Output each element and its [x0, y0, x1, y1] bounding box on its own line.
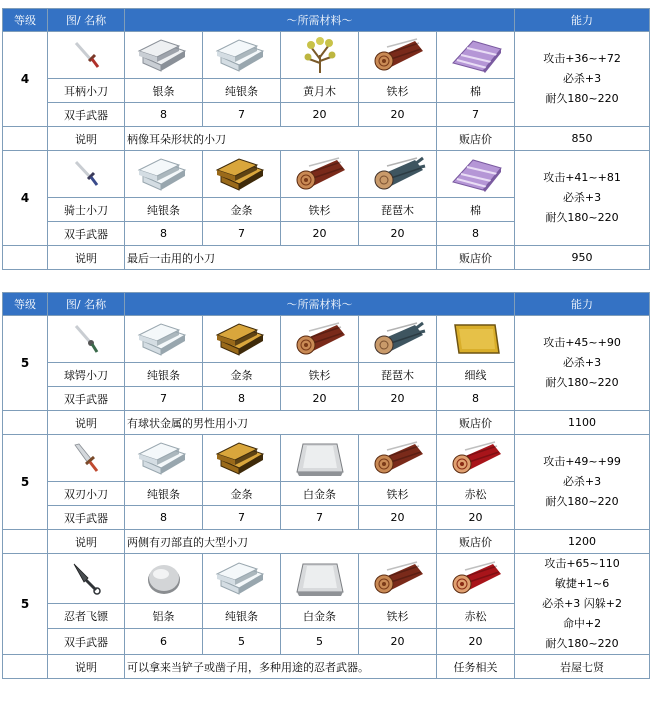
material-name: 纯银条	[203, 603, 281, 629]
header-materials: ～所需材料～	[125, 9, 515, 32]
cotton-cloth-icon	[437, 35, 514, 75]
material-image	[281, 435, 359, 482]
level-cell: 5	[3, 316, 48, 411]
iron-fir-log-icon	[281, 154, 358, 194]
weapon-name: 忍者飞镖	[48, 603, 125, 629]
weapon-type: 双手武器	[48, 387, 125, 411]
ability-cell	[515, 554, 650, 655]
material-name: 白金条	[281, 482, 359, 506]
price-value: 1200	[515, 530, 650, 554]
price-label: 任务相关	[437, 655, 515, 679]
ability-line: 耐久180~220	[545, 637, 619, 650]
material-name: 棉	[437, 79, 515, 103]
material-name: 铁杉	[359, 603, 437, 629]
header-name: 图/ 名称	[48, 293, 125, 316]
weapon-image	[48, 151, 125, 198]
material-image	[359, 554, 437, 604]
material-quantity: 20	[437, 506, 515, 530]
material-image	[281, 316, 359, 363]
price-label: 贩店价	[437, 127, 515, 151]
material-name: 铁杉	[359, 482, 437, 506]
weapon-image	[48, 32, 125, 79]
recipe-description-row	[3, 246, 650, 270]
weapon-image	[48, 554, 125, 604]
material-image	[281, 554, 359, 604]
material-image	[281, 151, 359, 198]
red-pine-log-icon	[437, 558, 514, 598]
material-quantity: 7	[203, 103, 281, 127]
ability-line: 攻击+36~+72	[543, 52, 621, 65]
header-level: 等级	[3, 293, 48, 316]
aluminum-bar-icon	[125, 558, 202, 598]
material-image	[359, 435, 437, 482]
yellow-moon-wood-icon	[281, 35, 358, 75]
material-name: 黄月木	[281, 79, 359, 103]
material-image	[203, 316, 281, 363]
material-quantity: 7	[203, 222, 281, 246]
material-image	[437, 554, 515, 604]
material-image	[437, 32, 515, 79]
level-cell: 4	[3, 151, 48, 246]
material-quantity: 7	[125, 387, 203, 411]
weapon-type: 双手武器	[48, 103, 125, 127]
blank-cell	[3, 246, 48, 270]
ability-line: 必杀+3	[562, 356, 602, 369]
level-cell: 5	[3, 435, 48, 530]
recipe-description-row	[3, 655, 650, 679]
material-name: 细线	[437, 363, 515, 387]
level-cell: 5	[3, 554, 48, 655]
material-image	[203, 435, 281, 482]
material-name: 银条	[125, 79, 203, 103]
ability-line: 耐久180~220	[545, 92, 619, 105]
recipe-description-row	[3, 411, 650, 435]
material-quantity: 20	[281, 387, 359, 411]
material-image	[437, 435, 515, 482]
pure-silver-bar-icon	[203, 558, 280, 598]
material-quantity: 6	[125, 629, 203, 655]
header-row	[3, 9, 650, 32]
price-label: 贩店价	[437, 530, 515, 554]
header-materials: ～所需材料～	[125, 293, 515, 316]
gold-bar-icon	[203, 438, 280, 478]
weapon-type: 双手武器	[48, 629, 125, 655]
weapon-name: 球锷小刀	[48, 363, 125, 387]
pure-silver-bar-icon	[125, 438, 202, 478]
ability-line: 必杀+3	[562, 72, 602, 85]
ability-line: 必杀+3	[562, 475, 602, 488]
weapon-name: 耳柄小刀	[48, 79, 125, 103]
material-quantity: 20	[281, 103, 359, 127]
description-text: 最后一击用的小刀	[125, 246, 437, 270]
material-image	[125, 32, 203, 79]
material-name: 琵琶木	[359, 198, 437, 222]
recipe-image-row	[3, 32, 650, 79]
header-ability: 能力	[515, 293, 650, 316]
recipe-table	[2, 292, 650, 679]
material-name: 铁杉	[281, 363, 359, 387]
material-quantity: 20	[359, 629, 437, 655]
recipe-description-row	[3, 530, 650, 554]
material-quantity: 8	[437, 222, 515, 246]
material-quantity: 20	[359, 222, 437, 246]
pure-silver-bar-icon	[125, 319, 202, 359]
iron-fir-log-icon	[359, 558, 436, 598]
material-name: 琵琶木	[359, 363, 437, 387]
description-label: 说明	[48, 127, 125, 151]
iron-fir-log-icon	[359, 438, 436, 478]
ability-line: 耐久180~220	[545, 495, 619, 508]
material-image	[281, 32, 359, 79]
ability-line: 攻击+49~+99	[543, 455, 621, 468]
description-label: 说明	[48, 530, 125, 554]
weapon-image	[48, 435, 125, 482]
knight-knife-icon	[48, 156, 124, 192]
recipe-image-row	[3, 151, 650, 198]
weapon-type: 双手武器	[48, 222, 125, 246]
header-ability: 能力	[515, 9, 650, 32]
material-image	[359, 151, 437, 198]
ability-cell	[515, 32, 650, 127]
pure-silver-bar-icon	[125, 154, 202, 194]
iron-fir-log-icon	[281, 319, 358, 359]
price-value: 岩屋七贤	[515, 655, 650, 679]
material-image	[359, 32, 437, 79]
ability-line: 命中+2	[562, 617, 602, 630]
material-name: 纯银条	[125, 363, 203, 387]
ability-line: 必杀+3 闪躲+2	[542, 597, 623, 610]
ability-line: 攻击+65~110	[544, 557, 620, 570]
header-name: 图/ 名称	[48, 9, 125, 32]
ability-line: 攻击+45~+90	[543, 336, 621, 349]
material-name: 纯银条	[125, 198, 203, 222]
material-image	[437, 316, 515, 363]
ability-line: 必杀+3	[562, 191, 602, 204]
material-image	[437, 151, 515, 198]
material-image	[203, 554, 281, 604]
material-name: 白金条	[281, 603, 359, 629]
material-image	[125, 435, 203, 482]
weapon-name: 骑士小刀	[48, 198, 125, 222]
material-quantity: 8	[125, 506, 203, 530]
iron-fir-log-icon	[359, 35, 436, 75]
weapon-image	[48, 316, 125, 363]
material-image	[359, 316, 437, 363]
pipa-wood-log-icon	[359, 319, 436, 359]
description-label: 说明	[48, 411, 125, 435]
description-text: 两侧有刃部直的大型小刀	[125, 530, 437, 554]
platinum-bar-icon	[281, 438, 358, 478]
header-row	[3, 293, 650, 316]
pure-silver-bar-icon	[203, 35, 280, 75]
price-label: 贩店价	[437, 411, 515, 435]
price-value: 850	[515, 127, 650, 151]
material-quantity: 7	[281, 506, 359, 530]
ability-cell	[515, 435, 650, 530]
material-quantity: 20	[281, 222, 359, 246]
weapon-type: 双手武器	[48, 506, 125, 530]
silver-bar-icon	[125, 35, 202, 75]
pipa-wood-log-icon	[359, 154, 436, 194]
red-pine-log-icon	[437, 438, 514, 478]
material-quantity: 7	[203, 506, 281, 530]
material-name: 金条	[203, 198, 281, 222]
header-level: 等级	[3, 9, 48, 32]
material-image	[125, 151, 203, 198]
material-name: 棉	[437, 198, 515, 222]
material-quantity: 20	[437, 629, 515, 655]
description-text: 有球状金属的男性用小刀	[125, 411, 437, 435]
material-name: 铁杉	[359, 79, 437, 103]
platinum-bar-icon	[281, 558, 358, 598]
material-image	[125, 316, 203, 363]
material-quantity: 20	[359, 103, 437, 127]
recipe-image-row	[3, 435, 650, 482]
material-quantity: 8	[437, 387, 515, 411]
blank-cell	[3, 655, 48, 679]
description-text: 可以拿来当铲子或凿子用，多种用途的忍者武器。	[125, 655, 437, 679]
material-name: 纯银条	[203, 79, 281, 103]
material-image	[203, 151, 281, 198]
double-edge-knife-icon	[48, 440, 124, 476]
description-label: 说明	[48, 655, 125, 679]
cotton-cloth-icon	[437, 154, 514, 194]
recipe-table	[2, 8, 650, 270]
recipe-image-row	[3, 316, 650, 363]
blank-cell	[3, 127, 48, 151]
blank-cell	[3, 411, 48, 435]
material-quantity: 8	[203, 387, 281, 411]
weapon-name: 双刃小刀	[48, 482, 125, 506]
description-label: 说明	[48, 246, 125, 270]
material-quantity: 5	[203, 629, 281, 655]
material-quantity: 7	[437, 103, 515, 127]
material-image	[125, 554, 203, 604]
recipe-image-row	[3, 554, 650, 604]
ability-line: 耐久180~220	[545, 211, 619, 224]
gold-bar-icon	[203, 154, 280, 194]
material-quantity: 20	[359, 506, 437, 530]
recipe-description-row	[3, 127, 650, 151]
material-quantity: 20	[359, 387, 437, 411]
price-value: 1100	[515, 411, 650, 435]
ability-line: 攻击+41~+81	[543, 171, 621, 184]
material-quantity: 8	[125, 103, 203, 127]
ability-line: 敏捷+1~6	[554, 577, 610, 590]
material-quantity: 5	[281, 629, 359, 655]
blank-cell	[3, 530, 48, 554]
ninja-dart-icon	[48, 560, 124, 596]
material-name: 铁杉	[281, 198, 359, 222]
material-image	[203, 32, 281, 79]
material-name: 纯银条	[125, 482, 203, 506]
material-quantity: 8	[125, 222, 203, 246]
price-label: 贩店价	[437, 246, 515, 270]
ability-cell	[515, 151, 650, 246]
level-cell: 4	[3, 32, 48, 127]
price-value: 950	[515, 246, 650, 270]
ability-cell	[515, 316, 650, 411]
small-knife-icon	[48, 37, 124, 73]
material-name: 铝条	[125, 603, 203, 629]
material-name: 金条	[203, 363, 281, 387]
material-name: 赤松	[437, 482, 515, 506]
material-name: 赤松	[437, 603, 515, 629]
ability-line: 耐久180~220	[545, 376, 619, 389]
ball-guard-knife-icon	[48, 321, 124, 357]
gold-bar-icon	[203, 319, 280, 359]
fine-thread-icon	[437, 319, 514, 359]
description-text: 柄像耳朵形状的小刀	[125, 127, 437, 151]
material-name: 金条	[203, 482, 281, 506]
